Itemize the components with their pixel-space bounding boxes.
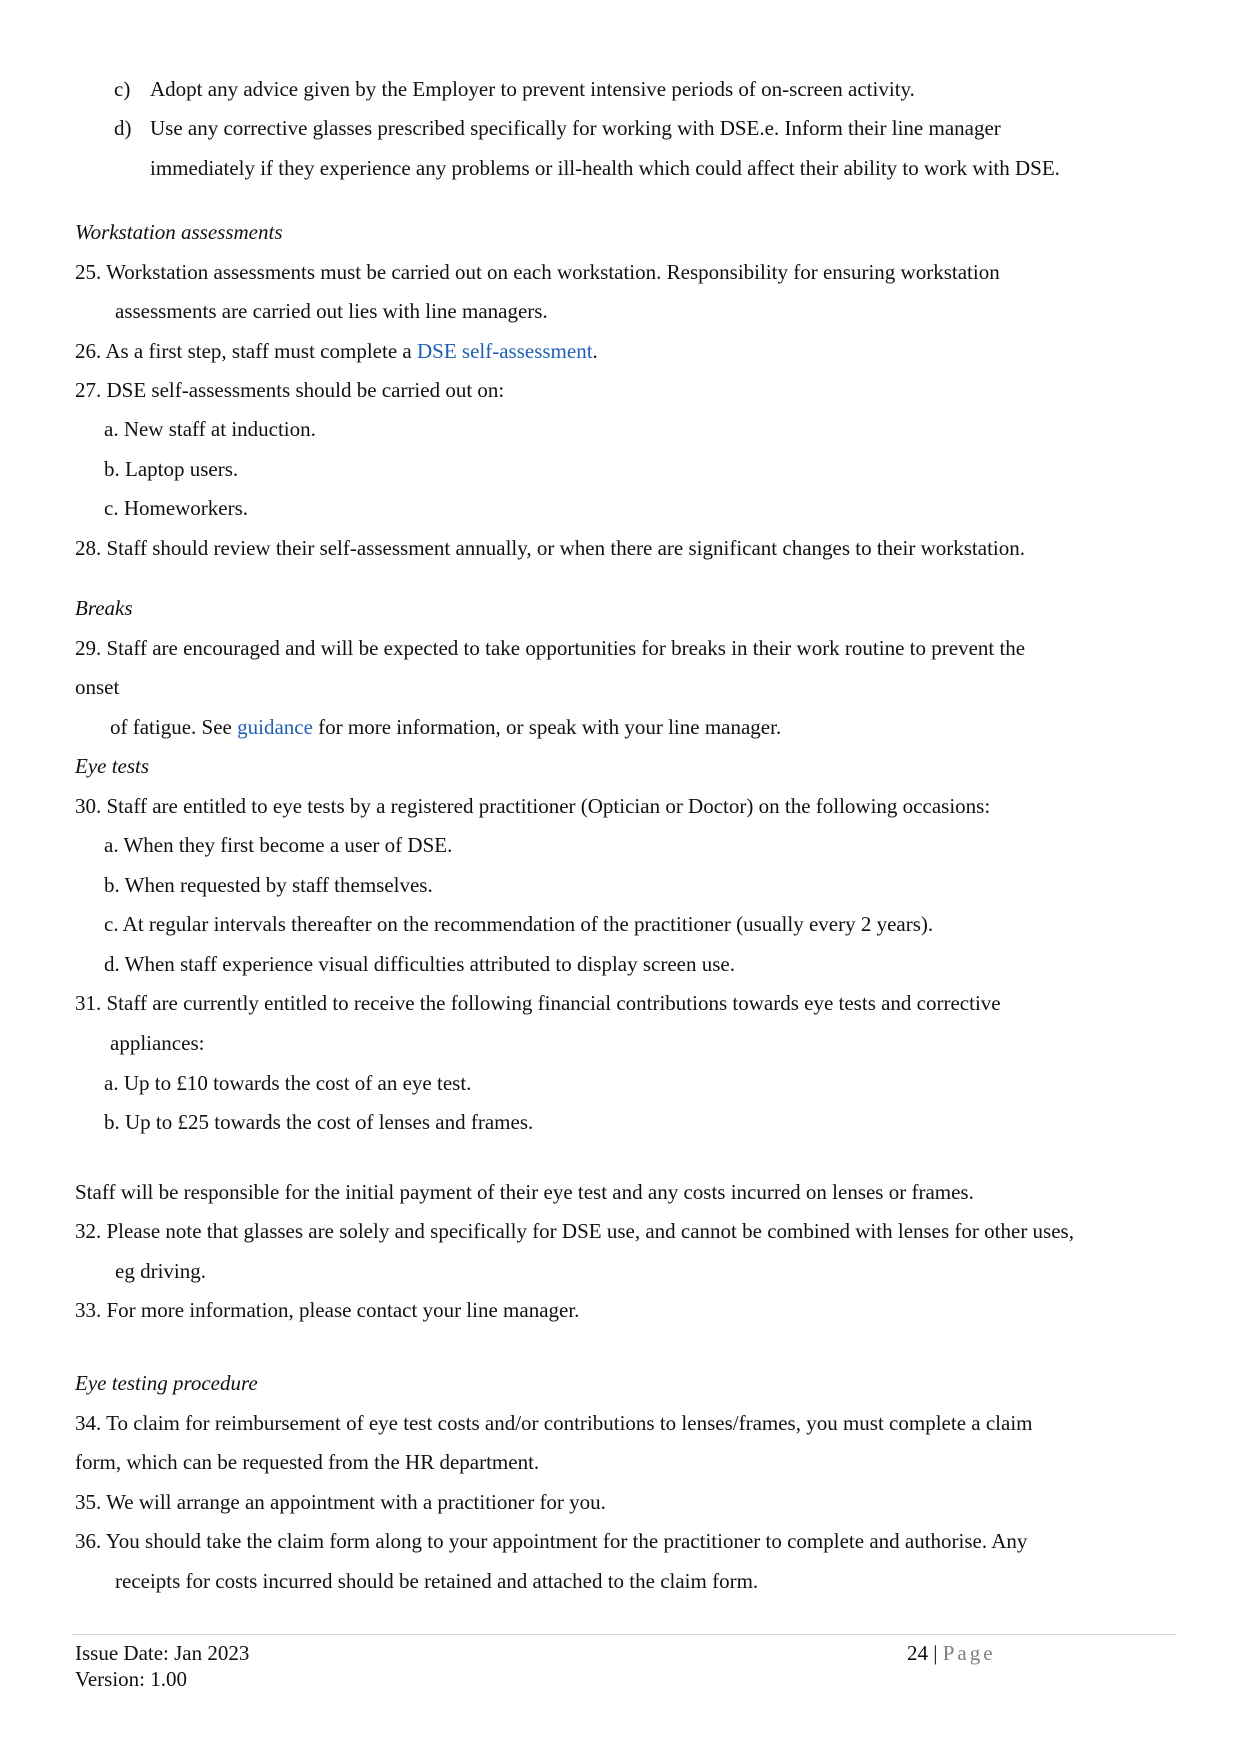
para-30-item-b: b. When requested by staff themselves. (104, 873, 433, 897)
list-item-c: Adopt any advice given by the Employer to prevent intensive periods of on-screen activity. (150, 77, 915, 101)
para-30-item-d: d. When staff experience visual difficulties attributed to display screen use. (104, 952, 735, 976)
list-item-d-line2: immediately if they experience any problems or ill-health which could affect their ability to work with DSE. (150, 156, 1060, 180)
para-34-line2: form, which can be requested from the HR department. (75, 1450, 540, 1474)
para-25-line1: 25. Workstation assessments must be carried out on each workstation. Responsibility for ensuring workstation (75, 260, 1000, 284)
para-28: 28. Staff should review their self-assessment annually, or when there are significant changes to their workstation. (75, 536, 1025, 560)
para-30-item-c: c. At regular intervals thereafter on the recommendation of the practitioner (usually every 2 years). (104, 912, 934, 936)
para-27-item-b: b. Laptop users. (104, 457, 239, 481)
para-29-line2: onset (75, 675, 120, 699)
para-32-line1: 32. Please note that glasses are solely and specifically for DSE use, and cannot be combined with lenses for other uses, (75, 1219, 1074, 1243)
para-34-line1: 34. To claim for reimbursement of eye test costs and/or contributions to lenses/frames, you must complete a claim (75, 1411, 1033, 1435)
para-27: 27. DSE self-assessments should be carried out on: (75, 378, 505, 402)
list-marker-c: c) (114, 77, 131, 101)
para-26 (75, 338, 598, 364)
para-29-line3 (110, 714, 781, 740)
heading-eye-testing-procedure: Eye testing procedure (75, 1371, 258, 1395)
guidance-link[interactable]: guidance (237, 715, 313, 739)
para-31-line2: appliances: (110, 1031, 205, 1055)
para-33: 33. For more information, please contact your line manager. (75, 1298, 580, 1322)
page-label: Page (942, 1641, 996, 1665)
para-36-line1: 36. You should take the claim form along to your appointment for the practitioner to complete and authorise. Any (75, 1529, 1028, 1553)
para-31-line1: 31. Staff are currently entitled to receive the following financial contributions towards eye tests and corrective (75, 991, 1001, 1015)
para-27-item-c: c. Homeworkers. (104, 496, 249, 520)
para-29-text: of fatigue. See (110, 715, 238, 739)
para-29-text-end: for more information, or speak with your line manager. (312, 715, 782, 739)
para-35: 35. We will arrange an appointment with a practitioner for you. (75, 1490, 606, 1514)
para-31-item-b: b. Up to £25 towards the cost of lenses and frames. (104, 1110, 534, 1134)
staff-responsibility: Staff will be responsible for the initial payment of their eye test and any costs incurred on lenses or frames. (75, 1180, 974, 1204)
footer-version: Version: 1.00 (75, 1667, 187, 1691)
footer-issue-date: Issue Date: Jan 2023 (75, 1641, 250, 1665)
para-30: 30. Staff are entitled to eye tests by a registered practitioner (Optician or Doctor) on the following occasions: (75, 794, 991, 818)
page-number: 24 (907, 1641, 928, 1665)
para-29-line1: 29. Staff are encouraged and will be expected to take opportunities for breaks in their work routine to prevent the (75, 636, 1026, 660)
para-31-item-a: a. Up to £10 towards the cost of an eye test. (104, 1071, 472, 1095)
para-36-line2: receipts for costs incurred should be retained and attached to the claim form. (115, 1569, 759, 1593)
heading-workstation-assessments: Workstation assessments (75, 220, 283, 244)
para-26-end: . (592, 339, 598, 363)
page-separator: | (928, 1641, 943, 1665)
para-26-text: 26. As a first step, staff must complete a (75, 339, 417, 363)
footer-divider (71, 1634, 1177, 1635)
para-27-item-a: a. New staff at induction. (104, 417, 316, 441)
para-32-line2: eg driving. (115, 1259, 206, 1283)
para-25-line2: assessments are carried out lies with line managers. (115, 299, 548, 323)
heading-eye-tests: Eye tests (75, 754, 150, 778)
list-item-d-line1: Use any corrective glasses prescribed specifically for working with DSE.e. Inform their line manager (150, 116, 1001, 140)
para-30-item-a: a. When they first become a user of DSE. (104, 833, 453, 857)
heading-breaks: Breaks (75, 596, 133, 620)
footer-page (907, 1640, 996, 1666)
list-marker-d: d) (114, 116, 132, 140)
dse-self-assessment-link[interactable]: DSE self-assessment (416, 339, 593, 363)
